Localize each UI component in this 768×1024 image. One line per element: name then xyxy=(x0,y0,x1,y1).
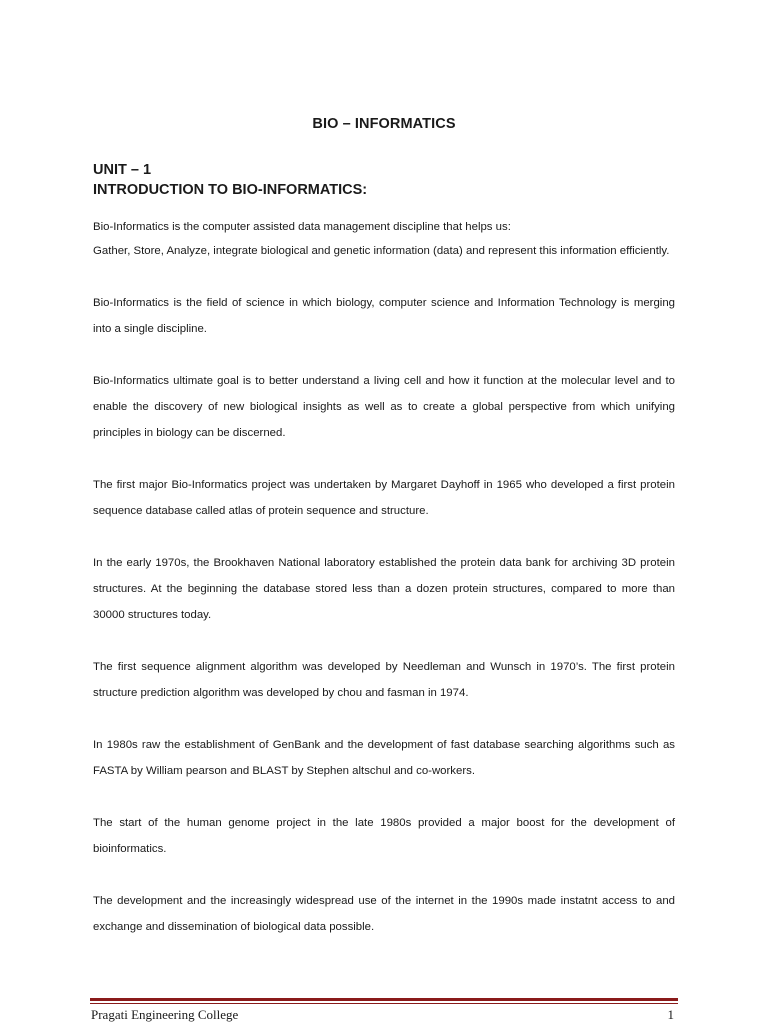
paragraph: Bio-Informatics ultimate goal is to better understand a living cell and how it function at the molecular level and to enable the discovery of new biological insights as well as to create a global perspective from which unifying principles in biology can be discerned. xyxy=(93,375,675,439)
paragraph: The development and the increasingly widespread use of the internet in the 1990s made instatnt access to and exchange and dissemination of biological data possible. xyxy=(93,895,675,933)
document-body xyxy=(93,216,675,966)
page-number: 1 xyxy=(667,1007,674,1022)
unit-heading: UNIT – 1 xyxy=(93,162,152,178)
paragraph: In 1980s raw the establishment of GenBank and the development of fast database searching algorithms such as FASTA by William pearson and BLAST by Stephen altschul and co-workers. xyxy=(93,739,675,777)
paragraph: The start of the human genome project in the late 1980s provided a major boost for the development of bioinformatics. xyxy=(93,817,675,855)
paragraph: Bio-Informatics is the field of science in which biology, computer science and Information Technology is merging into a single discipline. xyxy=(93,297,675,335)
paragraph: The first sequence alignment algorithm was developed by Needleman and Wunsch in 1970’s. The first protein structure prediction algorithm was developed by chou and fasman in 1974. xyxy=(93,661,675,699)
document-title: BIO – INFORMATICS xyxy=(312,116,456,132)
paragraph: In the early 1970s, the Brookhaven National laboratory established the protein data bank for archiving 3D protein structures. At the beginning the database stored less than a dozen protein structures, compared to more than 30000 structures today. xyxy=(93,557,675,621)
paragraph: Gather, Store, Analyze, integrate biological and genetic information (data) and represent this information efficiently. xyxy=(93,245,670,257)
paragraph: The first major Bio-Informatics project was undertaken by Margaret Dayhoff in 1965 who developed a first protein sequence database called atlas of protein sequence and structure. xyxy=(93,479,675,517)
section-heading: INTRODUCTION TO BIO-INFORMATICS: xyxy=(93,182,368,198)
paragraph: Bio-Informatics is the computer assisted data management discipline that helps us: xyxy=(93,221,511,233)
footer-divider xyxy=(90,998,678,1001)
footer-divider-thin xyxy=(90,1003,678,1004)
footer-college-name: Pragati Engineering College xyxy=(91,1007,239,1022)
